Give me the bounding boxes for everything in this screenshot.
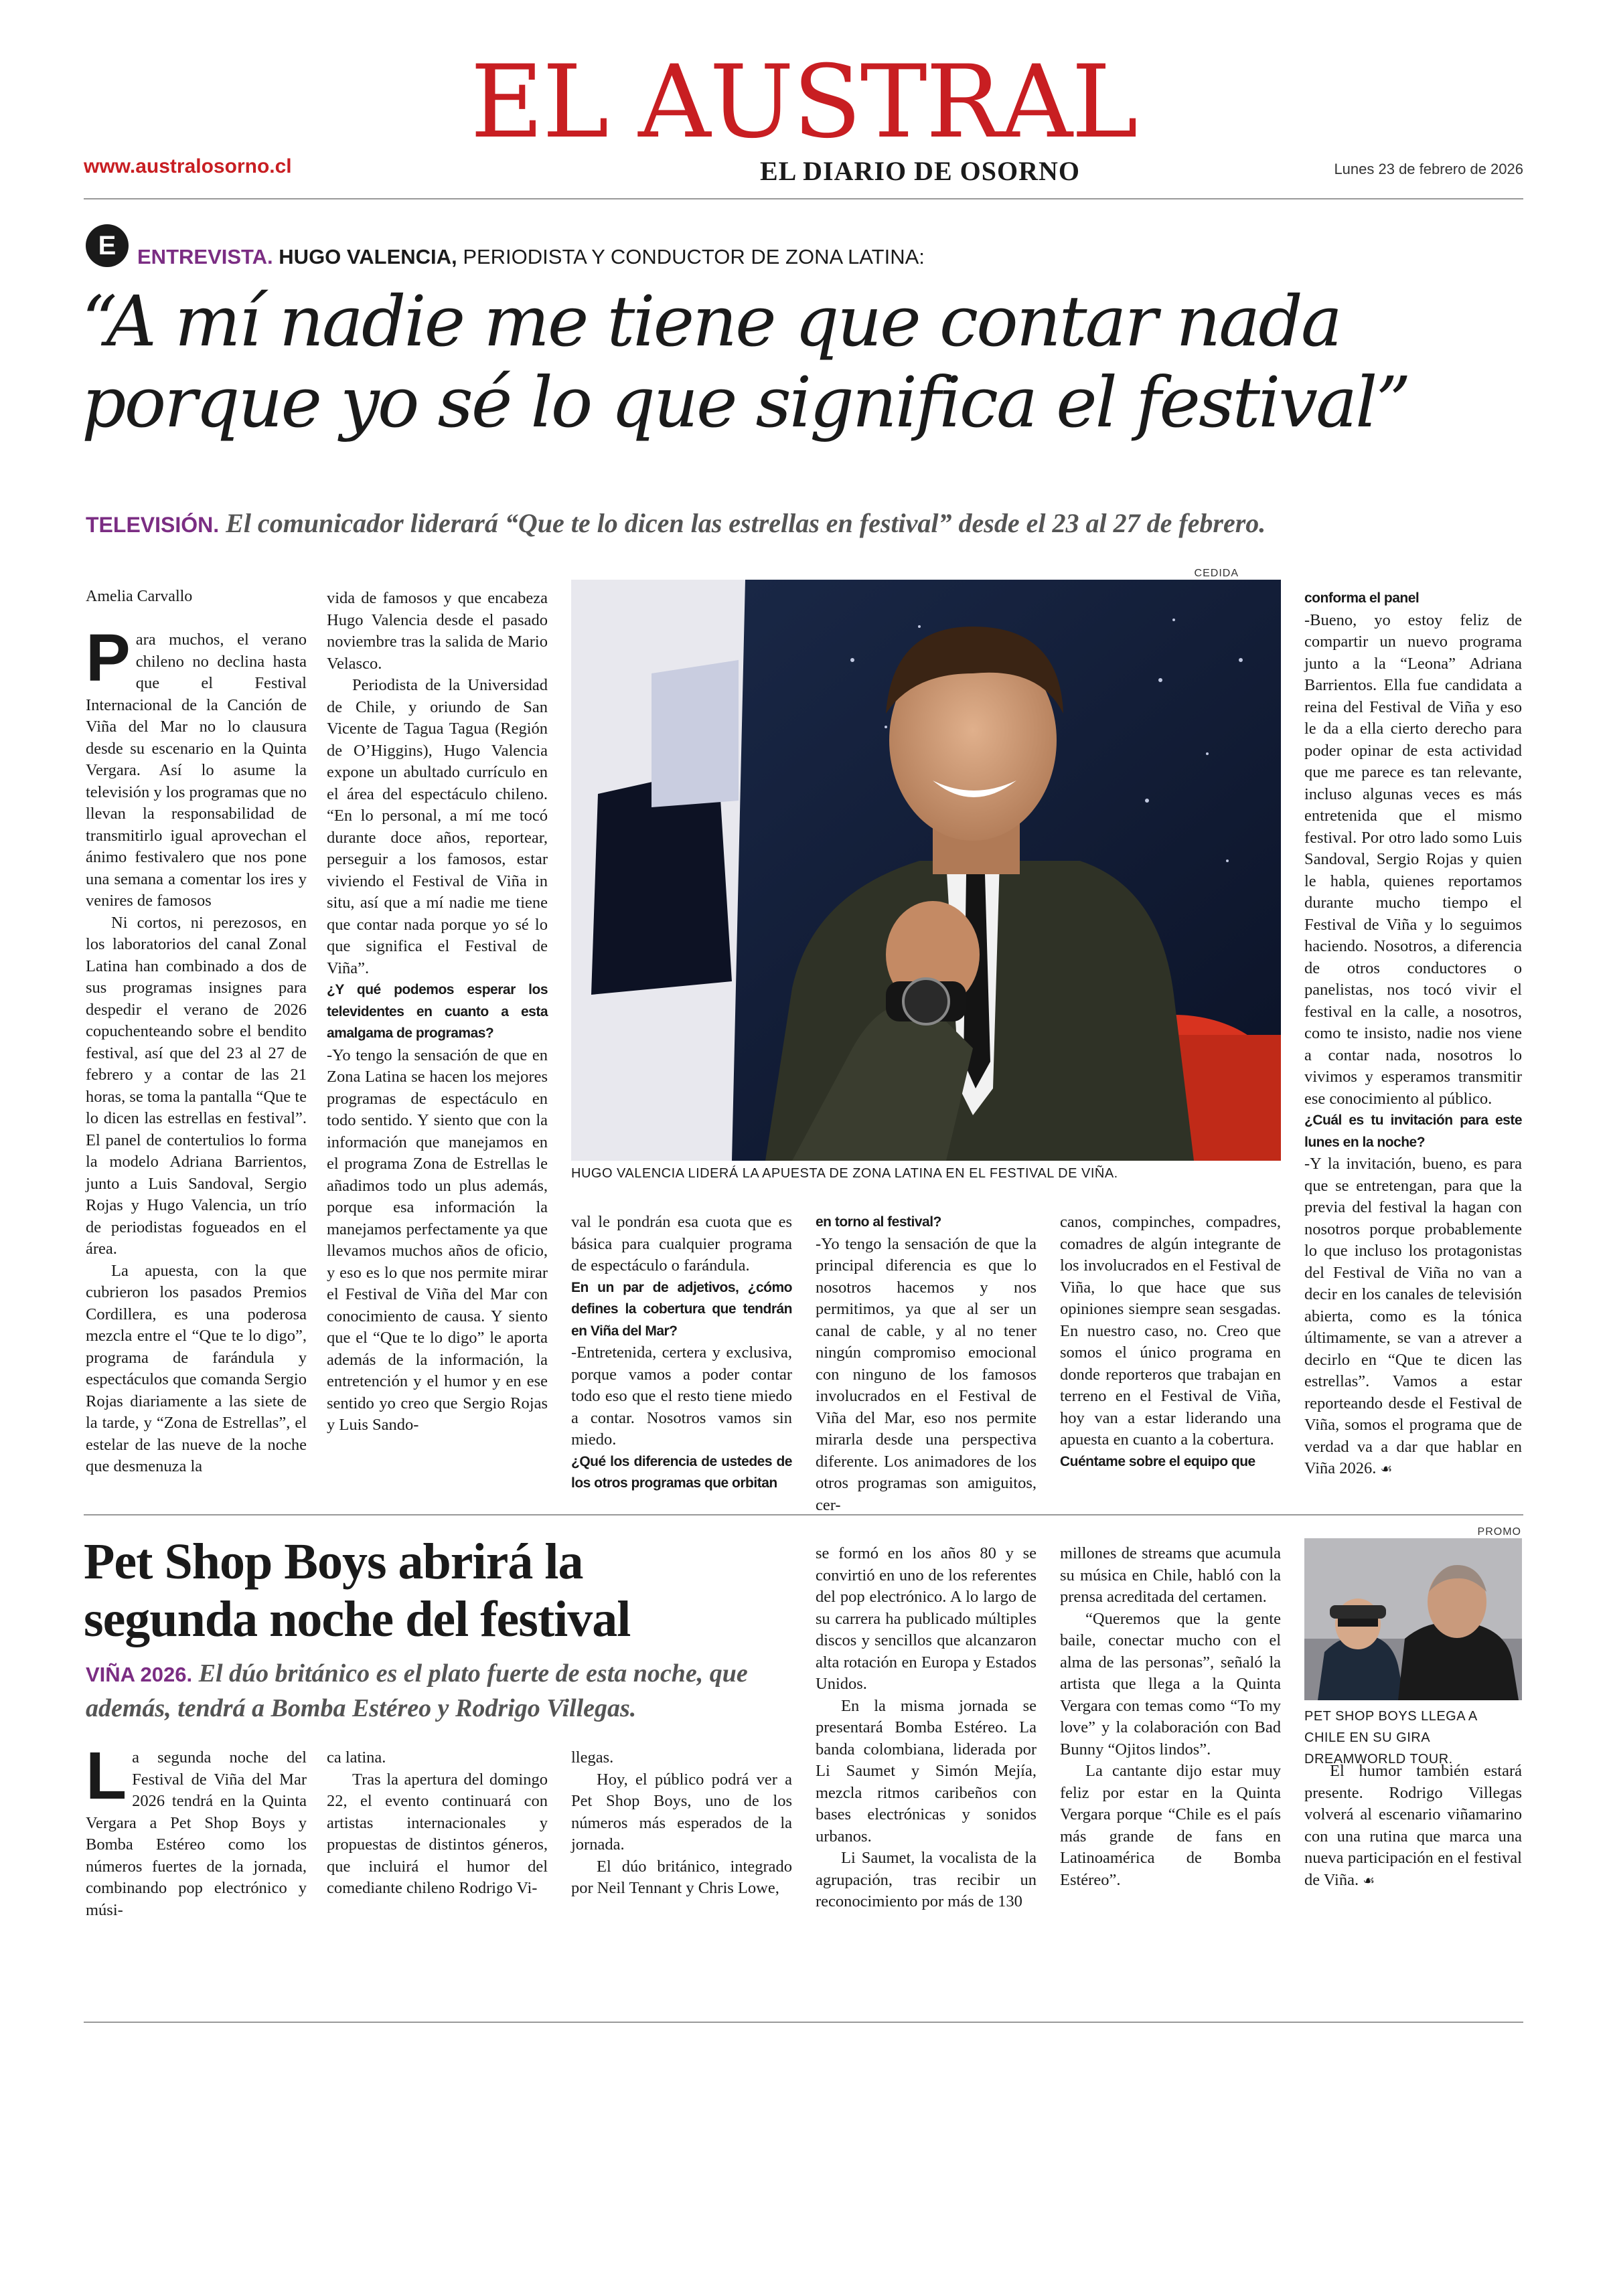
interview-answer — [1304, 1153, 1522, 1480]
article1-column-5 — [1060, 1212, 1281, 1473]
article2-headline — [84, 1533, 807, 1648]
article2-column-6 — [1304, 1760, 1522, 1891]
paragraph: ca latina. — [327, 1748, 386, 1767]
hugo-valencia-photo — [571, 580, 1281, 1161]
end-of-article-icon: ☙ — [1380, 1461, 1393, 1477]
byline: Amelia Carvallo — [86, 588, 193, 605]
article1-column-6 — [1304, 588, 1522, 1480]
paragraph: Tras la apertura del domingo 22, el evento continuará con artistas internacionales y propuestas de distintos géneros, que incluirá el humor del comediante chileno Rodrigo Vi- — [327, 1770, 548, 1897]
paragraph — [1060, 1760, 1281, 1891]
paragraph: vida de famosos y que encabeza Hugo Valencia desde el pasado noviembre tras la salida de Mario Velasco. — [327, 589, 548, 673]
paragraph: Hoy, el público podrá ver a Pet Shop Boys, uno de los números más esperados de la jornada. — [571, 1770, 792, 1854]
article2-column-3 — [571, 1747, 792, 1900]
article-divider — [84, 1514, 1523, 1515]
article1-column-2 — [327, 588, 548, 1437]
end-of-article-icon: ☙ — [1363, 1872, 1375, 1888]
photo-credit: CEDIDA — [1194, 568, 1239, 579]
paragraph: llegas. — [571, 1748, 614, 1767]
subhead-text: El comunicador liderará “Que te lo dicen las estrellas en festival” desde el 23 al 27 de febrero. — [226, 508, 1266, 538]
article2-column-1 — [86, 1738, 307, 1921]
interview-question: Cuéntame sobre el equipo que — [1060, 1453, 1255, 1469]
article2-column-4 — [816, 1543, 1037, 1913]
paragraph: El dúo británico, integrado por Neil Tennant y Chris Lowe, — [571, 1857, 792, 1897]
kicker-person: HUGO VALENCIA, — [279, 245, 457, 268]
interview-answer: -Bueno, yo estoy feliz de compartir un nuevo programa junto a la “Leona” Adriana Barrientos. Ella fue candidata a reina del Festival de Viña y eso le da a ella cierto derecho para poder opinar de esta actividad que me parece es tan relevante, incluso algunas veces es más entretenida que el mismo festival. Por otro lado somo Luis Sandoval, Sergio Rojas y quien le habla, quienes reportamos durante mucho tiempo el Festival de Viña y lo seguimos haciendo. Nosotros, a diferencia de otros conductores o panelistas, nos tocó vivir el festival en la calle, a nosotros, como te insisto, nadie nos viene a contar nada, nosotros lo vivimos y esperamos transmitir ese conocimiento al público. — [1304, 610, 1522, 1108]
interview-answer: -Yo tengo la sensación de que en Zona Latina se hacen los mejores programas de espectáculo en todo sentido. Y siento que con la información que manejamos en el programa Zona de Estrellas le añadimos todo un plus además, porque esa información la manejamos perfectamente ya que llevamos muchos años de oficio, y eso es lo que nos permite mirar el Festival de Viña del Mar con conocimiento de causa. Y siento que el “Que te lo digo” le aporta además de la información, la entretención y el humor y en ese sentido yo creo que Sergio Rojas y Luis Sando- — [327, 1046, 548, 1434]
subhead-section: TELEVISIÓN. — [86, 513, 220, 537]
article2-column-5 — [1060, 1543, 1281, 1891]
masthead-logo: EL AUSTRAL — [470, 44, 1137, 161]
paragraph: se formó en los años 80 y se convirtió en uno de los referentes del pop electrónico. A lo largo de su carrera ha publicado múltiples discos y sencillos que alcanzaron alta rotación en Europa y Estados Unidos. — [816, 1544, 1037, 1693]
drop-cap: P — [86, 621, 131, 695]
paragraph: millones de streams que acumula su música en Chile, habló con la prensa acreditada del certamen. — [1060, 1544, 1281, 1606]
article1-column-4 — [816, 1212, 1037, 1516]
portrait-illustration — [571, 580, 1281, 1161]
paragraph — [1304, 1760, 1522, 1891]
paragraph: La apuesta, con la que cubrieron los pasados Premios Cordillera, es una poderosa mezcla entre el “Que te lo digo”, programa de farándula y espectáculos que comanda Sergio Rojas diariamente a las siete de la tarde, y “Zona de Estrellas”, el estelar de las nueve de la noche que desmenuza la — [86, 1261, 307, 1475]
paragraph: “Queremos que la gente baile, conectar mucho con el alma de las personas”, señaló la artista que llega a la Quinta Vergara con temas como “To my love” y la colaboración con Bad Bunny “Ojitos lindos”. — [1060, 1609, 1281, 1758]
interview-question: ¿Qué los diferencia de ustedes de los otros programas que orbitan — [571, 1453, 792, 1491]
interview-question-continued: en torno al festival? — [816, 1214, 941, 1230]
interview-question: En un par de adjetivos, ¿cómo defines la cobertura que tendrán en Viña del Mar? — [571, 1279, 792, 1339]
headline-line-1: Pet Shop Boys abrirá la — [84, 1534, 583, 1590]
section-badge-icon: E — [86, 224, 129, 267]
subhead-section: VIÑA 2026. — [86, 1663, 193, 1686]
paragraph: Ni cortos, ni perezosos, en los laboratorios del canal Zonal Latina han combinado a dos de sus programas insignes para despedir el verano de 2026 copuchenteando sobre el bendito festival, así que del 23 al 27 de febrero y a contar de las 21 horas, se toma la pantalla “Que te lo dicen las estrellas en festival”. El panel de contertulios lo forma la modelo Adriana Barrientos, junto a Luis Sandoval, Sergio Rojas y Hugo Valencia, un trío de periodistas fogueados en el área. — [86, 913, 307, 1258]
article1-column-3 — [571, 1212, 792, 1495]
article-kicker — [137, 245, 925, 269]
interview-question: ¿Y qué podemos esperar los televidentes en cuanto a esta amalgama de programas? — [327, 982, 548, 1041]
paragraph: val le pondrán esa cuota que es básica para cualquier programa de espectáculo o farándula. — [571, 1213, 792, 1275]
interview-answer: -Yo tengo la sensación de que la principal diferencia es que lo nosotros hacemos y nos permitimos, ya que al ser un canal de cable, y al no tener ningún compromiso emocional con ninguno de los famosos involucrados en el Festival de Viña del Mar, eso nos permite mirarla desde una perspectiva diferente. Los animadores de los otros programas son amiguitos, cer- — [816, 1234, 1037, 1514]
kicker-role: PERIODISTA Y CONDUCTOR DE ZONA LATINA: — [463, 245, 925, 268]
issue-date: Lunes 23 de febrero de 2026 — [1334, 161, 1523, 177]
paragraph: ara muchos, el verano chileno no declina hasta que el Festival Internacional de la Canción de Viña del Mar no lo clausura desde su escenario en la Quinta Vergara. Así lo asume la televisión y los programas que no llevan la responsabilidad de transmitirlo igual aprovechan el ánimo festivalero que nos pone una semana a comentar los ires y venires de famosos — [86, 631, 307, 910]
paragraph-text: La cantante dijo estar muy feliz por estar en la Quinta Vergara porque “Chile es el país más grande de fans en Latinoamérica de Bomba Estéreo”. — [1060, 1762, 1281, 1889]
bottom-divider — [84, 2022, 1523, 2023]
paragraph: Li Saumet, la vocalista de la agrupación, tras recibir un reconocimiento por más de 130 — [816, 1849, 1037, 1910]
paragraph: a segunda noche del Festival de Viña del Mar 2026 tendrá en la Quinta Vergara a Pet Shop Boys y Bomba Estéreo como los números fuertes de la jornada, combinando pop electrónico y músi- — [86, 1748, 307, 1919]
photo-caption: PET SHOP BOYS LLEGA A CHILE EN SU GIRA DREAMWORLD TOUR. — [1304, 1709, 1477, 1767]
article-headline — [82, 281, 1521, 442]
masthead-divider — [84, 198, 1523, 199]
subhead-text: El dúo británico es el plato fuerte de esta noche, que además, tendrá a Bomba Estéreo y Rodrigo Villegas. — [86, 1659, 748, 1722]
interview-answer: canos, compinches, compadres, comadres de algún integrante de los involucrados en el Festival de Viña, lo que hace que sus opiniones siempre sean sesgadas. En nuestro caso, no. Creo que somos el único programa en donde reporteros que trabajan en terreno en el Festival de Viña, hoy van a estar liderando una apuesta en cuanto a la cobertura. — [1060, 1213, 1281, 1449]
interview-answer: -Entretenida, certera y exclusiva, porque vamos a poder contar todo eso que el resto tiene miedo a contar. Nosotros vamos sin miedo. — [571, 1343, 792, 1449]
interview-question-continued: conforma el panel — [1304, 590, 1420, 606]
paragraph-text: El humor también estará presente. Rodrigo Villegas volverá al escenario viñamarino con una rutina que marca una nueva participación en el festival de Viña. — [1304, 1762, 1522, 1889]
interview-question: ¿Cuál es tu invitación para este lunes en la noche? — [1304, 1113, 1522, 1150]
paragraph: Periodista de la Universidad de Chile, y oriundo de San Vicente de Tagua Tagua (Región de O’Higgins), Hugo Valencia expone un abultado currículo en el área del espectáculo chileno. “En lo personal, a mí me tocó durante doce años, reportear, perseguir a los famosos, estar viviendo el Festival de Viña in situ, así que a mí nadie me tiene que contar nada porque yo sé lo que significa el Festival de Viña”. — [327, 676, 548, 977]
article2-column-2 — [327, 1747, 548, 1900]
headline-line-2: porque yo sé lo que significa el festival” — [82, 361, 1409, 443]
masthead-subtitle: EL DIARIO DE OSORNO — [760, 156, 1080, 186]
headline-line-2: segunda noche del festival — [84, 1591, 631, 1647]
kicker-section: ENTREVISTA. — [137, 245, 273, 268]
duo-illustration — [1304, 1538, 1522, 1700]
answer-text: -Y la invitación, bueno, es para que se entretengan, para que la previa del festival la hagan con nosotros porque probablemente lo que incluso los protagonistas del Festival de Viña no van a decir en los canales de televisión abierta, como es la tónica últimamente, se van a atrever a decirlo en “Que te dicen las estrellas”. Vamos a estar reporteando desde el Festival de Viña, somos el programa que de verdad va a dar que hablar en Viña 2026. — [1304, 1155, 1522, 1477]
photo-credit: PROMO — [1477, 1526, 1521, 1538]
pet-shop-boys-photo — [1304, 1538, 1522, 1700]
article2-subhead — [86, 1657, 809, 1725]
photo-caption: HUGO VALENCIA LIDERÁ LA APUESTA DE ZONA LATINA EN EL FESTIVAL DE VIÑA. — [571, 1166, 1118, 1181]
headline-line-1: “A mí nadie me tiene que contar nada — [82, 280, 1341, 362]
paragraph: En la misma jornada se presentará Bomba Estéreo. La banda colombiana, liderada por Li Saumet y Simón Mejía, mezcla ritmos caribeños con bases electrónicas y sonidos urbanos. — [816, 1696, 1037, 1846]
site-url-link[interactable]: www.australosorno.cl — [84, 155, 292, 177]
drop-cap: L — [86, 1738, 127, 1813]
article1-column-1 — [86, 621, 307, 1478]
article-subhead — [86, 507, 1266, 539]
